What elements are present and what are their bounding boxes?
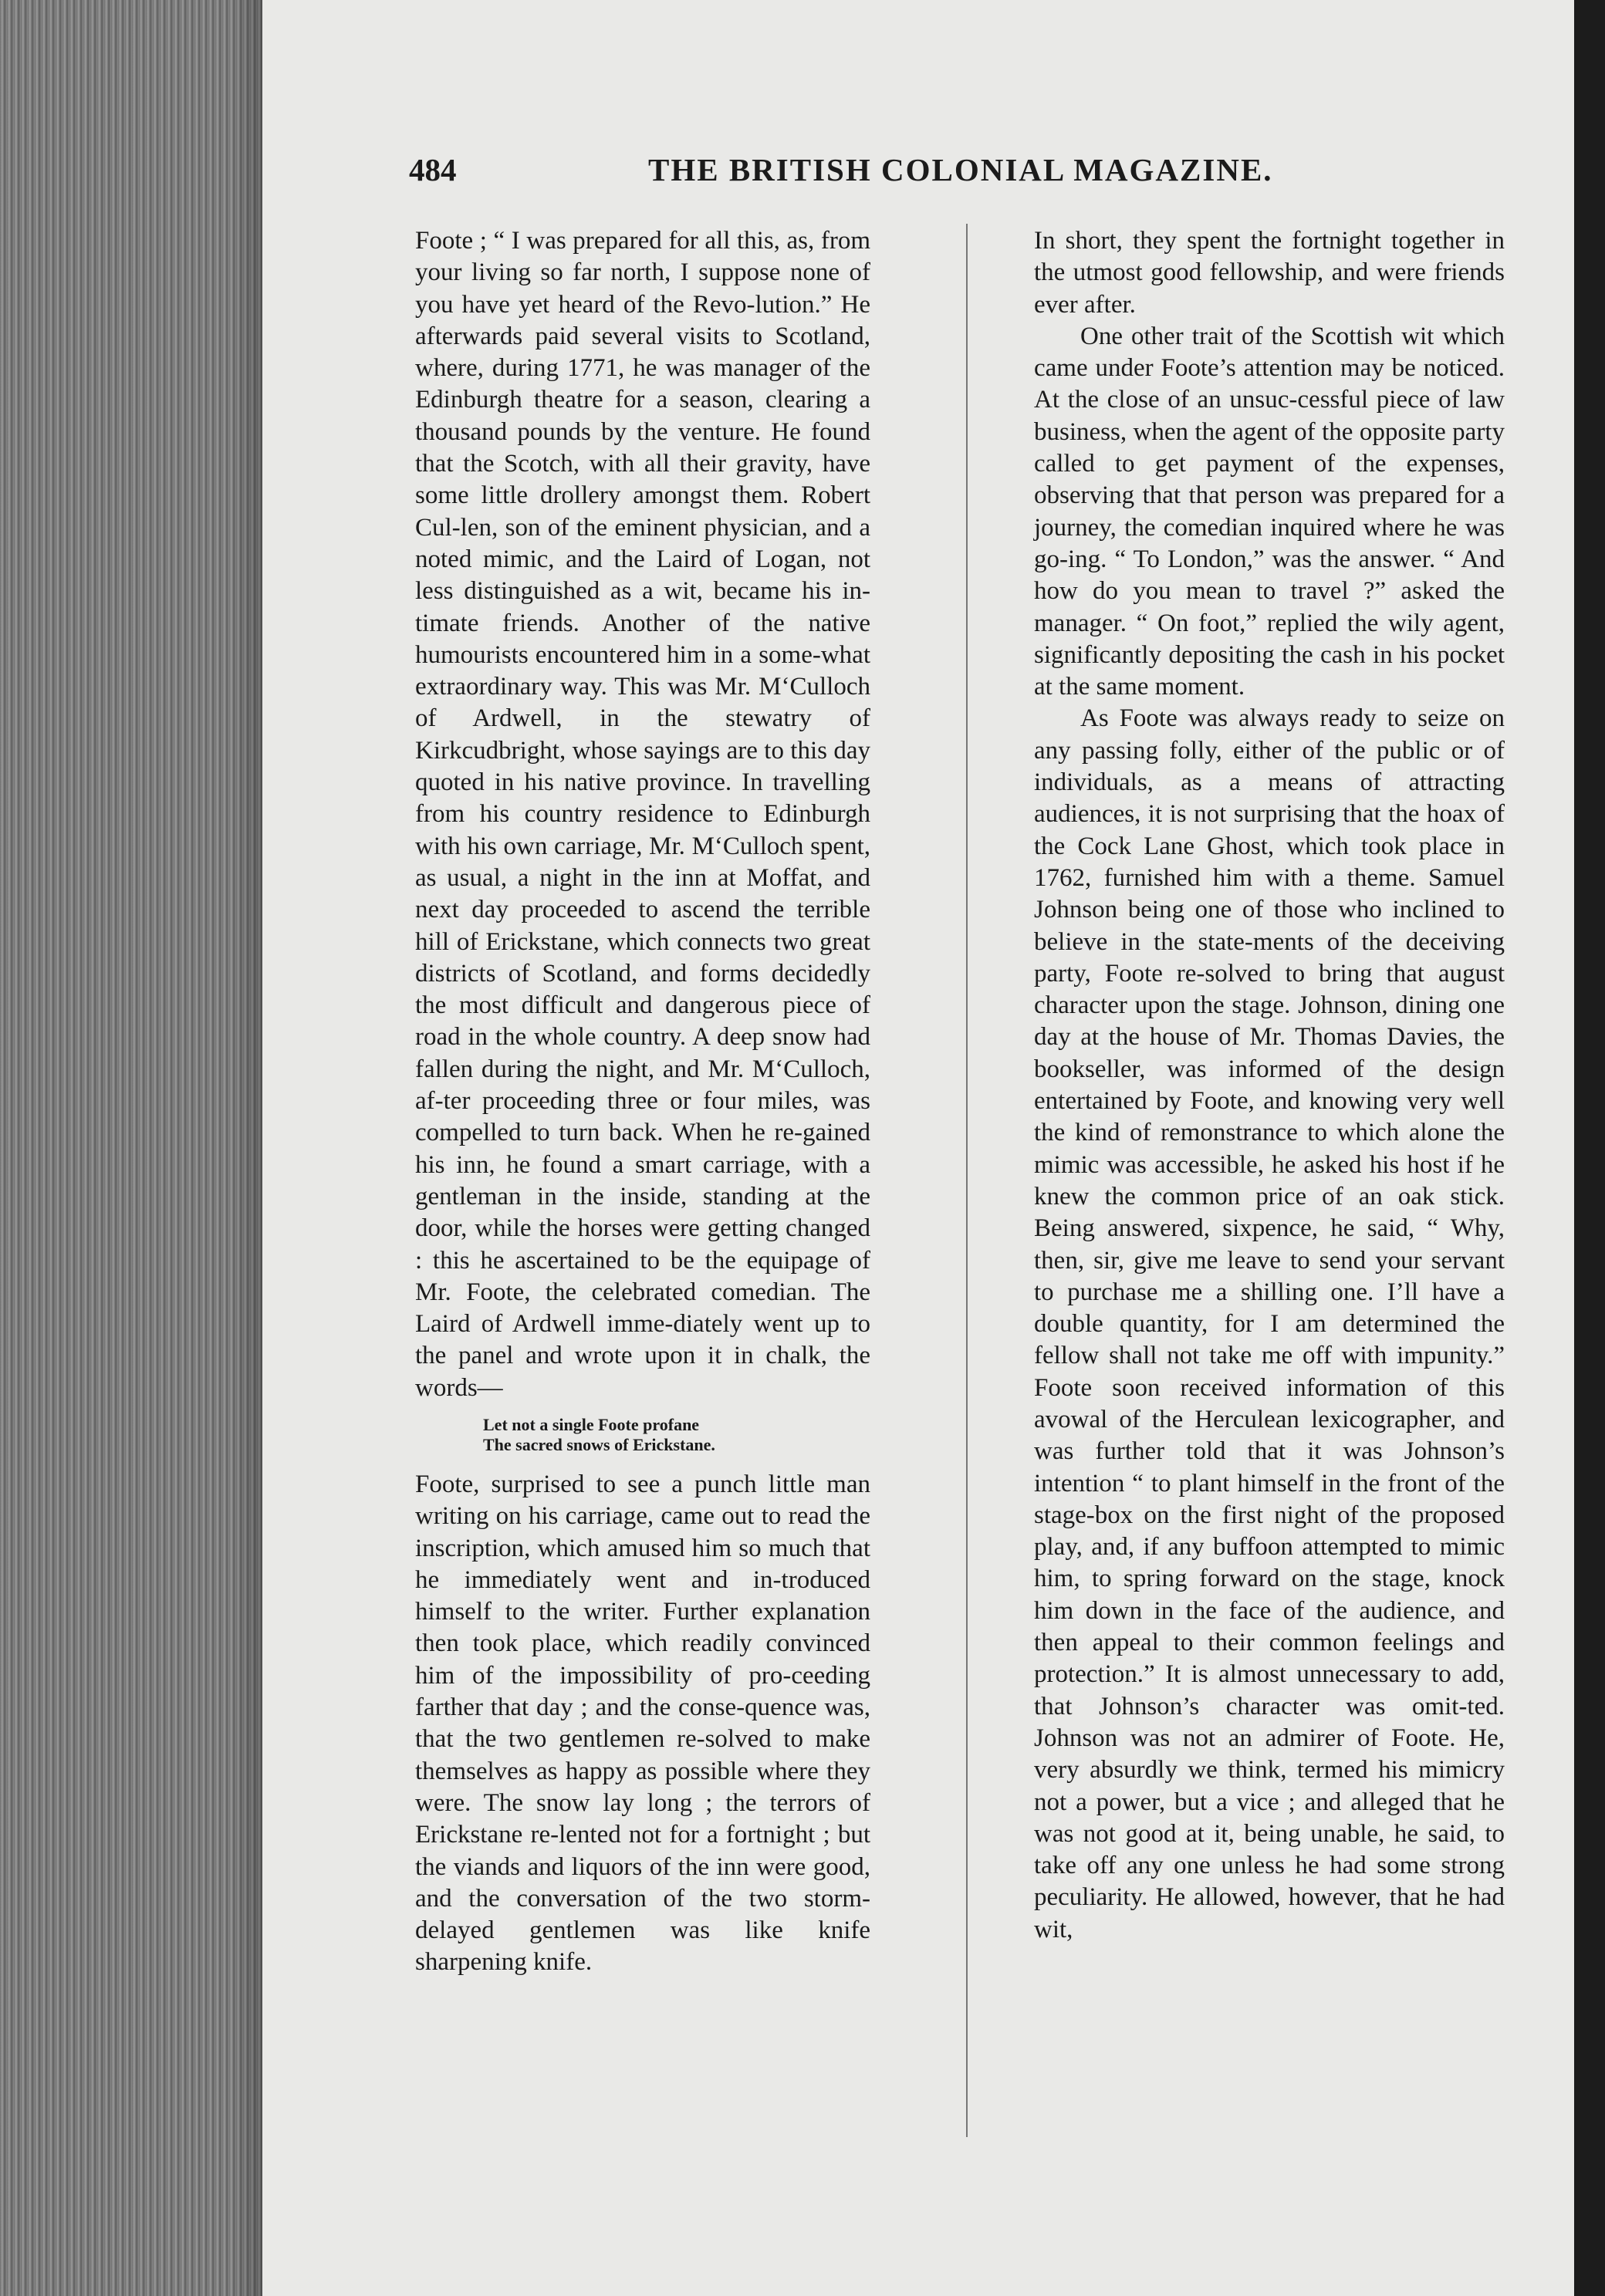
left-column bbox=[415, 225, 870, 1979]
right-paragraph-1: In short, they spent the fortnight together in the utmost good fellowship, and were friends ever after. bbox=[1034, 227, 1505, 319]
column-divider bbox=[966, 224, 968, 2137]
book-page-edges bbox=[0, 0, 262, 2296]
book-page bbox=[262, 0, 1574, 2296]
scan-border-right bbox=[1574, 0, 1605, 2296]
right-column bbox=[1034, 225, 1505, 1946]
right-paragraph-2: One other trait of the Scottish wit which came under Foote’s attention may be noticed. At the close of an unsuc-cessful piece of law business, when the agent of the opposite party called to get payment of the expenses, observing that that person was prepared for a journey, the comedian inquired where he was go-ing. “ To London,” was the answer. “ And how do you mean to travel ?” asked the manager. “ On foot,” replied the wily agent, significantly depositing the cash in his pocket at the same moment. bbox=[1034, 322, 1505, 701]
page-header bbox=[409, 151, 1559, 198]
right-paragraph-3: As Foote was always ready to seize on any passing folly, either of the public or of individuals, as a means of attracting audiences, it is not surprising that the hoax of the Cock Lane Ghost, which took place in 1762, furnished him with a theme. Samuel Johnson being one of those who inclined to believe in the state-ments of the deceiving party, Foote re-solved to bring that august character upon the stage. Johnson, dining one day at the house of Mr. Thomas Davies, the bookseller, was informed of the design entertained by Foote, and knowing very well the kind of remonstrance to which alone the mimic was accessible, he asked his host if he knew the common price of an oak stick. Being answered, sixpence, he said, “ Why, then, sir, give me leave to send your servant to purchase me a shilling one. I’ll have a double quantity, for I am determined the fellow shall not take me off with impunity.” Foote soon received information of this avowal of the Herculean lexicographer, and was further told that it was Johnson’s intention “ to plant himself in the front of the stage-box on the first night of the proposed play, and, if any buffoon attempted to mimic him, to spring forward on the stage, knock him down in the face of the audience, and then appeal to their common feelings and protection.” It is almost unnecessary to add, that Johnson’s character was omit-ted. Johnson was not an admirer of Foote. He, very absurdly we think, termed his mimicry not a power, but a vice ; and alleged that he was not good at it, being unable, he said, to take off any one unless he had some strong peculiarity. He allowed, however, that he had wit, bbox=[1034, 704, 1505, 1943]
page-number: 484 bbox=[409, 152, 457, 187]
verse-quote: Let not a single Foote profane The sacred snows of Erickstane. bbox=[483, 1414, 715, 1454]
left-paragraph-2: Foote, surprised to see a punch little man writing on his carriage, came out to read the inscription, which amused him so much that he immediately went and in-troduced himself to the writer. Further explanation then took place, which readily convinced him of the impossibility of pro-ceeding farther that day ; and the conse-quence was, that the two gentlemen re-solved to make themselves as happy as possible where they were. The snow lay long ; the terrors of Erickstane re-lented not for a fortnight ; but the viands and liquors of the inn were good, and the conversation of the two storm-delayed gentlemen was like knife sharpening knife. bbox=[415, 1470, 870, 1977]
left-paragraph-1: Foote ; “ I was prepared for all this, as, from your living so far north, I suppose none of you have yet heard of the Revo-lution.” He afterwards paid several visits to Scotland, where, during 1771, he was manager of the Edinburgh theatre for a season, clearing a thousand pounds by the venture. He found that the Scotch, with all their gravity, have some little drollery amongst them. Robert Cul-len, son of the eminent physician, and a noted mimic, and the Laird of Logan, not less distinguished as a wit, became his in-timate friends. Another of the native humourists encountered him in a some-what extraordinary way. This was Mr. M‘Culloch of Ardwell, in the stewatry of Kirkcudbright, whose sayings are to this day quoted in his native province. In travelling from his country residence to Edinburgh with his own carriage, Mr. M‘Culloch spent, as usual, a night in the inn at Moffat, and next day proceeded to ascend the terrible hill of Erickstane, which connects two great districts of Scotland, and forms decidedly the most difficult and dangerous piece of road in the whole country. A deep snow had fallen during the night, and Mr. M‘Culloch, af-ter proceeding three or four miles, was compelled to turn back. When he re-gained his inn, he found a smart carriage, with a gentleman in the inside, standing at the door, while the horses were getting changed : this he ascertained to be the equipage of Mr. Foote, the celebrated comedian. The Laird of Ardwell imme-diately went up to the panel and wrote upon it in chalk, the words— bbox=[415, 227, 870, 1402]
running-title: THE BRITISH COLONIAL MAGAZINE. bbox=[648, 152, 1273, 187]
